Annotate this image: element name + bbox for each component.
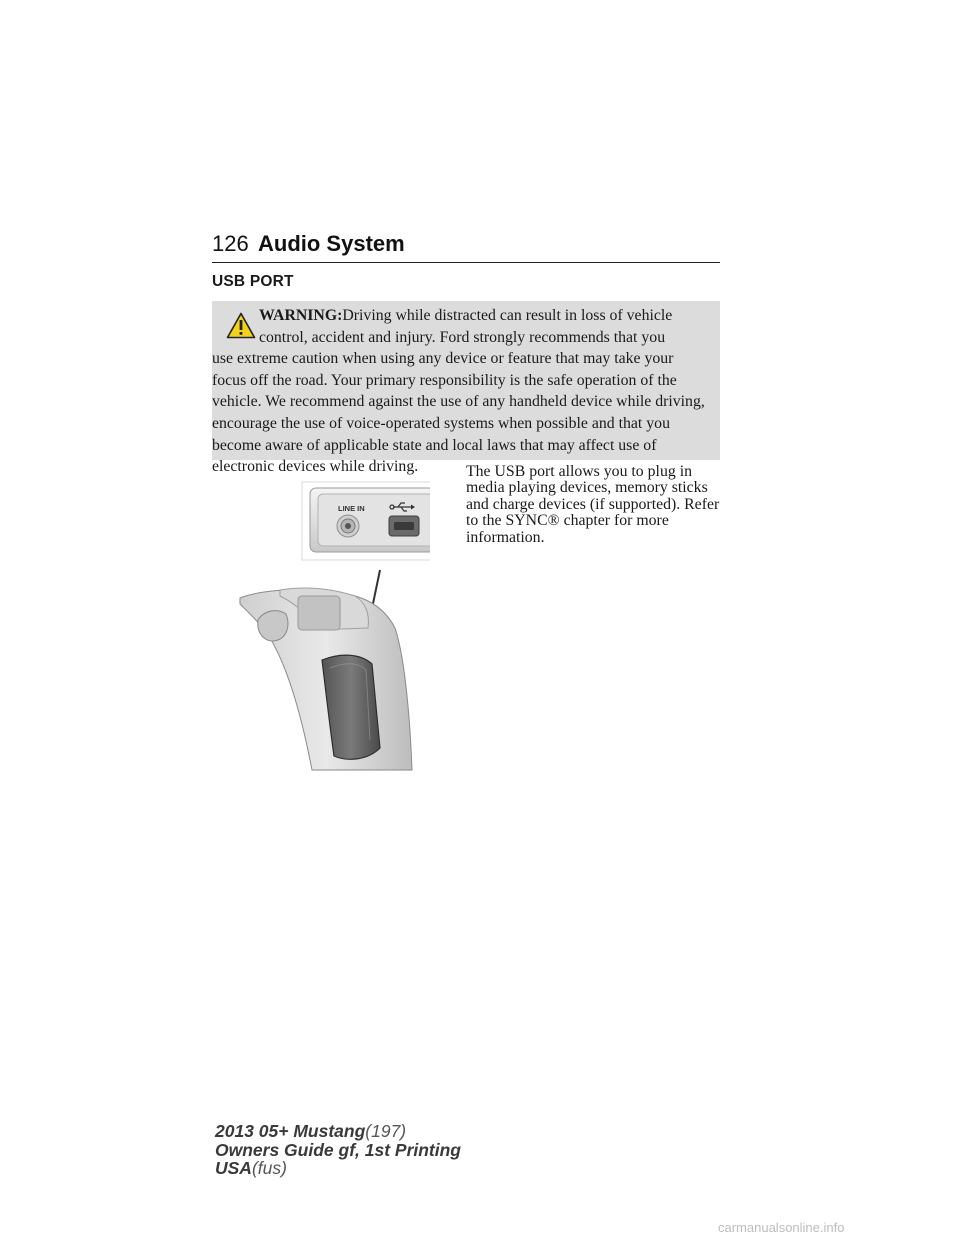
warning-box (212, 301, 720, 476)
watermark: carmanualsonline.info (718, 1220, 845, 1235)
footer-page-code: (197) (365, 1121, 407, 1141)
section-title: USB PORT (212, 273, 294, 290)
header-rule (212, 262, 720, 263)
warning-text (212, 301, 714, 478)
page-number: 126 (212, 231, 249, 256)
footer-guide: Owners Guide gf, 1st Printing (215, 1139, 461, 1160)
usb-port-illustration (230, 478, 430, 772)
usb-description: The USB port allows you to plug in media playing devices, memory sticks and charge devices (if supported). Refer to the SYNC® chapter for more information. (466, 463, 720, 546)
page-footer (215, 1122, 461, 1178)
footer-market: USA (215, 1158, 252, 1178)
warning-label: WARNING: (259, 307, 343, 324)
warning-rest: use extreme caution when using any device or feature that may take your focus off the road. Your primary responsibility is the safe operation of the vehicle. We recommend against the use of any handheld device while driving, encourage the use of voice-operated systems when possible and that you become aware of applicable state and local laws that may affect use of electronic devices while driving. (212, 350, 705, 476)
footer-market-code: (fus) (251, 1158, 287, 1178)
chapter-title: Audio System (258, 231, 405, 256)
warning-second-line: control, accident and injury. Ford strongly recommends that you (259, 328, 666, 346)
line-in-label: LINE IN (338, 504, 365, 513)
warning-first-line: Driving while distracted can result in loss of vehicle (342, 307, 673, 324)
page-header (212, 231, 720, 261)
footer-model: 2013 05+ Mustang (215, 1121, 366, 1141)
